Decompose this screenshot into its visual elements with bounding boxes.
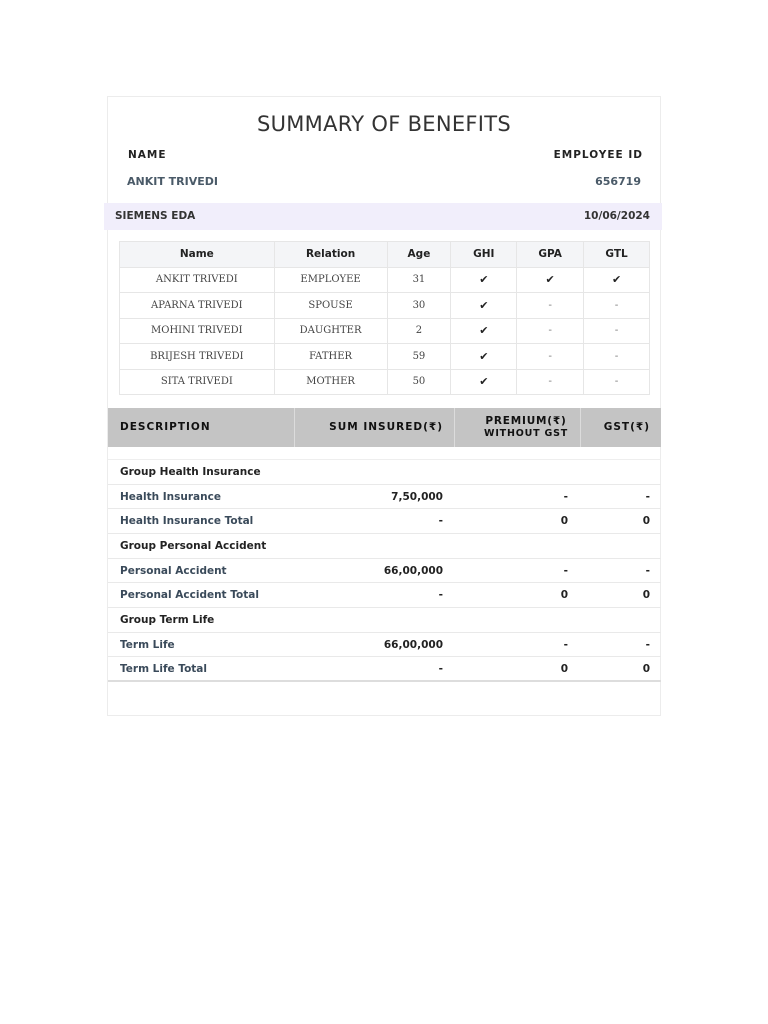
benefit-description: Personal Accident [120, 565, 227, 577]
col-gpa-header: GPA [517, 242, 584, 268]
sum-insured-value: - [438, 515, 443, 527]
benefit-row [108, 632, 661, 657]
sum-insured-value: - [438, 663, 443, 675]
table-row [120, 369, 650, 395]
gst-value: 0 [642, 663, 650, 675]
member-name: MOHINI TRIVEDI [120, 318, 275, 344]
sum-insured-value: - [438, 589, 443, 601]
benefit-description: Personal Accident Total [120, 589, 259, 601]
premium-value: - [563, 565, 568, 577]
ghi-check-icon: ✔ [451, 344, 517, 370]
premium-value: - [563, 491, 568, 503]
description-header: DESCRIPTION [120, 421, 211, 433]
member-age: 2 [387, 318, 451, 344]
member-relation: FATHER [274, 344, 387, 370]
table-row [120, 318, 650, 344]
sum-insured-value: 7,50,000 [391, 491, 443, 503]
col-ghi-header: GHI [451, 242, 517, 268]
member-relation: DAUGHTER [274, 318, 387, 344]
gpa-value: - [517, 293, 584, 319]
benefit-total-row [108, 583, 661, 608]
header-divider [580, 408, 581, 447]
company-band [104, 203, 662, 230]
gst-value: 0 [642, 589, 650, 601]
benefit-description: Health Insurance Total [120, 515, 254, 527]
benefit-description: Group Health Insurance [120, 466, 261, 478]
benefit-total-row [108, 509, 661, 534]
benefit-description: Group Personal Accident [120, 540, 267, 552]
ghi-check-icon: ✔ [451, 293, 517, 319]
member-name: BRIJESH TRIVEDI [120, 344, 275, 370]
benefit-total-row [108, 657, 661, 682]
benefit-description: Health Insurance [120, 491, 221, 503]
gpa-value: - [517, 369, 584, 395]
gst-header: GST(₹) [603, 421, 650, 433]
benefit-group-row [108, 460, 661, 485]
name-value: ANKIT TRIVEDI [127, 175, 218, 188]
benefit-group-row [108, 534, 661, 559]
gtl-check-icon: ✔ [584, 267, 650, 293]
gtl-value: - [584, 369, 650, 395]
table-row [120, 267, 650, 293]
report-date: 10/06/2024 [583, 210, 650, 222]
premium-header [484, 415, 568, 439]
gpa-value: - [517, 318, 584, 344]
gtl-value: - [584, 344, 650, 370]
table-row [120, 344, 650, 370]
gtl-value: - [584, 318, 650, 344]
member-age: 31 [387, 267, 451, 293]
header-divider [454, 408, 455, 447]
premium-value: 0 [560, 663, 568, 675]
sum-insured-header: SUM INSURED(₹) [329, 421, 443, 433]
member-age: 50 [387, 369, 451, 395]
premium-value: 0 [560, 589, 568, 601]
gst-value: 0 [642, 515, 650, 527]
member-age: 59 [387, 344, 451, 370]
benefit-description: Term Life [120, 639, 175, 651]
member-relation: SPOUSE [274, 293, 387, 319]
gst-value: - [645, 491, 650, 503]
member-relation: EMPLOYEE [274, 267, 387, 293]
gst-value: - [645, 565, 650, 577]
name-label: NAME [128, 149, 167, 161]
ghi-check-icon: ✔ [451, 318, 517, 344]
gpa-check-icon: ✔ [517, 267, 584, 293]
benefit-row [108, 558, 661, 583]
col-name-header: Name [120, 242, 275, 268]
benefit-description: Term Life Total [120, 663, 207, 675]
member-name: APARNA TRIVEDI [120, 293, 275, 319]
col-relation-header: Relation [274, 242, 387, 268]
benefit-description: Group Term Life [120, 614, 215, 626]
premium-value: - [563, 639, 568, 651]
page-title: SUMMARY OF BENEFITS [256, 112, 512, 136]
members-table [119, 241, 650, 395]
employee-id-label: EMPLOYEE ID [553, 149, 643, 161]
employee-id-value: 656719 [595, 175, 641, 188]
gtl-value: - [584, 293, 650, 319]
benefit-group-row [108, 608, 661, 633]
benefits-header [108, 408, 661, 447]
member-relation: MOTHER [274, 369, 387, 395]
ghi-check-icon: ✔ [451, 369, 517, 395]
members-header-row [120, 242, 650, 268]
sum-insured-value: 66,00,000 [383, 565, 443, 577]
member-age: 30 [387, 293, 451, 319]
col-gtl-header: GTL [584, 242, 650, 268]
ghi-check-icon: ✔ [451, 267, 517, 293]
table-row [120, 293, 650, 319]
company-name: SIEMENS EDA [115, 210, 196, 222]
premium-header-line2: WITHOUT GST [484, 428, 568, 439]
premium-value: 0 [560, 515, 568, 527]
member-name: ANKIT TRIVEDI [120, 267, 275, 293]
gst-value: - [645, 639, 650, 651]
col-age-header: Age [387, 242, 451, 268]
member-name: SITA TRIVEDI [120, 369, 275, 395]
benefits-spacer [108, 447, 661, 460]
premium-header-line1: PREMIUM(₹) [485, 415, 567, 427]
benefit-row [108, 484, 661, 509]
sum-insured-value: 66,00,000 [383, 639, 443, 651]
gpa-value: - [517, 344, 584, 370]
header-divider [294, 408, 295, 447]
